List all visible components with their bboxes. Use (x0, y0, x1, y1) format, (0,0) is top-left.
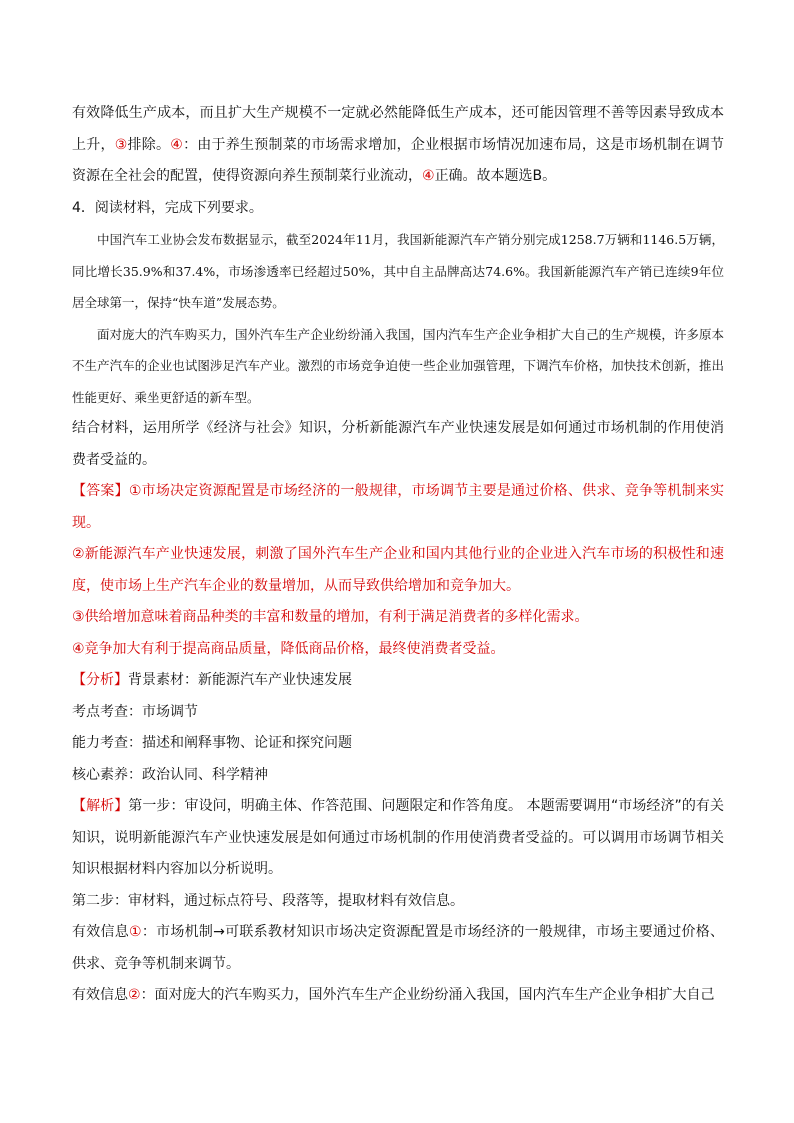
analysis-line-points: 考点考查：市场调节 (72, 703, 198, 720)
answer-paragraph-4: ④竞争加大有利于提高商品质量，降低商品价格，最终使消费者受益。 (72, 640, 505, 657)
answer-label: 【答案】 (72, 483, 129, 499)
paragraph-text: 正确。故本题选B。 (434, 168, 557, 184)
answer-paragraph-3: ③供给增加意味着商品种类的丰富和数量的增加，有利于满足消费者的多样化需求。 (72, 609, 589, 625)
page-content (72, 98, 724, 1012)
explanation-step-2: 第二步：审材料，通过标点符号、段落等，提取材料有效信息。 (72, 892, 464, 909)
material-paragraph-2: 面对庞大的汽车购买力，国外汽车生产企业纷纷涌入我国，国内汽车生产企业争相扩大自己的生产规模，许多原本不生产汽车的企业也试图涉足汽车产业。激烈的市场竞争迫使一些企业加强管理，下调汽车价格，加快技术创新，推出性能更好、乘坐更舒适的新车型。 (72, 326, 724, 405)
answer-paragraph-2: ②新能源汽车产业快速发展，刺激了国外汽车生产企业和国内其他行业的企业进入汽车市场的积极性和速度，使市场上生产汽车企业的数量增加，从而导致供给增加和竞争加大。 (72, 546, 724, 594)
paragraph-text: 有效降低生产成本，而且扩大生产规模不一定就必然能降低生产成本，还可能因管理不善等因素导致成本上升， (72, 105, 724, 153)
answer-text: ①市场决定资源配置是市场经济的一般规律，市场调节主要是通过价格、供求、竞争等机制来实现。 (72, 483, 724, 531)
circled-number-3: ③ (114, 136, 128, 153)
circled-number-4: ④ (170, 136, 184, 153)
effective-info-2 (72, 980, 724, 1012)
question-heading: 4．阅读材料，完成下列要求。 (72, 199, 263, 216)
explanation-text: 第一步：审设问，明确主体、作答范围、问题限定和作答角度。 本题需要调用“市场经济”的有关知识，说明新能源汽车产业快速发展是如何通过市场机制的作用使消费者受益的。可以调用市场调节相关知识根据材料内容加以分析说明。 (72, 798, 724, 877)
analysis-label: 【分析】 (72, 672, 128, 688)
circled-number-2: ② (128, 987, 141, 1003)
circled-number-1: ① (129, 924, 142, 940)
previous-answer-paragraph (72, 98, 724, 193)
paragraph-text: ：由于养生预制菜的市场需求增加，企业根据市场情况加速布局，这是市场机制在调节资源在全社会的配置，使得资源向养生预制菜行业流动， (72, 136, 725, 184)
analysis-line-ability: 能力考查：描述和阐释事物、论证和探究问题 (72, 735, 352, 751)
info-text: ：面对庞大的汽车购买力，国外汽车生产企业纷纷涌入我国，国内汽车生产企业争相扩大自己 (140, 987, 715, 1003)
material-paragraph-1: 中国汽车工业协会发布数据显示，截至2024年11月，我国新能源汽车产销分别完成1258.7万辆和1146.5万辆，同比增长35.9%和37.4%，市场渗透率已经超过50%，其中自主品牌高达74.6%。我国新能源汽车产销已连续9年位居全球第一，保持“快车道”发展态势。 (72, 232, 724, 310)
analysis-text: 背景素材：新能源汽车产业快速发展 (128, 672, 352, 688)
explanation-step-1 (72, 791, 724, 886)
explanation-label: 【解析】 (72, 798, 129, 814)
info-prefix: 有效信息 (72, 987, 128, 1003)
circled-number-4: ④ (422, 168, 435, 184)
answer-paragraph-1 (72, 476, 724, 539)
info-text: ：市场机制→可联系教材知识市场决定资源配置是市场经济的一般规律，市场主要通过价格、供求、竞争等机制来调节。 (72, 924, 724, 972)
analysis-line-literacy: 核心素养：政治认同、科学精神 (72, 766, 268, 783)
info-prefix: 有效信息 (72, 924, 130, 940)
paragraph-text: 排除。 (127, 136, 171, 153)
analysis-line-background (72, 665, 724, 697)
effective-info-1 (72, 917, 724, 980)
question-prompt: 结合材料，运用所学《经济与社会》知识，分析新能源汽车产业快速发展是如何通过市场机制的作用使消费者受益的。 (72, 420, 724, 468)
